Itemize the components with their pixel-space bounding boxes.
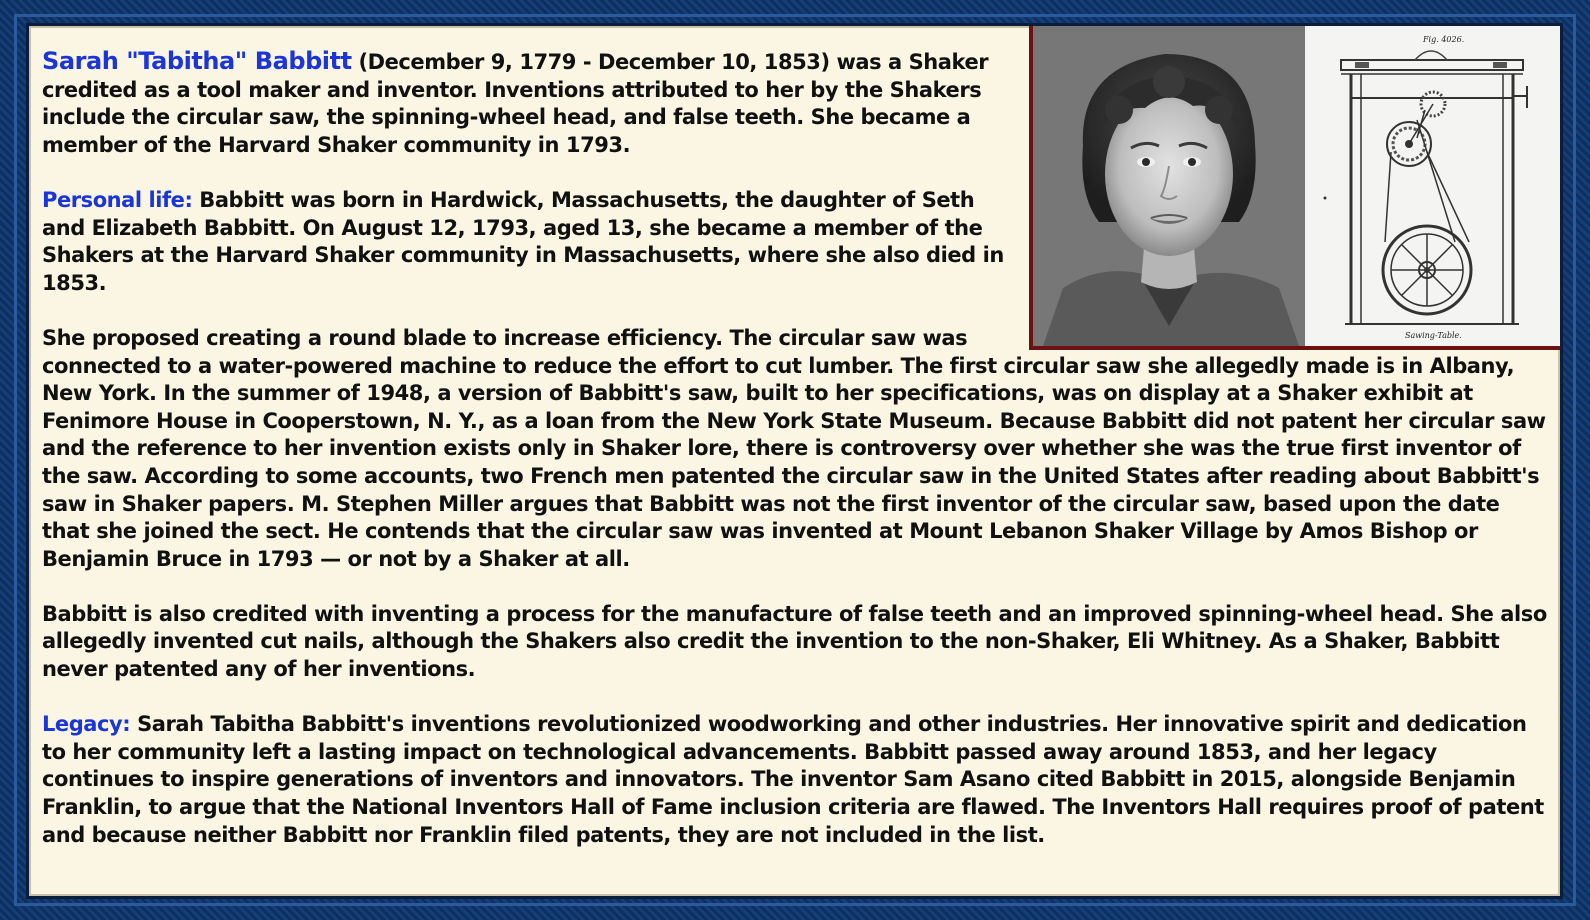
article-body [42,48,1547,877]
figure-spacer [1007,48,1547,350]
other-inventions-paragraph: Babbitt is also credited with inventing a process for the manufacture of false teeth and an improved spinning-wheel head. She also allegedly invented cut nails, although the Shakers also credit the invention to the non-Shaker, Eli Whitney. As a Shaker, Babbitt never patented any of her inventions. [42,601,1547,682]
legacy-paragraph [42,711,1547,849]
personal-life-text: Babbitt was born in Hardwick, Massachusetts, the daughter of Seth and Elizabeth Babbitt. On August 12, 1793, aged 13, she became a member of the Shakers at the Harvard Shaker community in Massachusetts, where she also died in 1853. [42,187,1004,295]
diagram-caption: Sawing-Table. [1405,331,1462,340]
personal-life-label: Personal life: [42,187,193,212]
legacy-label: Legacy: [42,712,131,737]
circular-saw-paragraph: She proposed creating a round blade to increase efficiency. The circular saw was connected to a water-powered machine to reduce the effort to cut lumber. The first circular saw she allegedly made is in Albany, New York. In the summer of 1948, a version of Babbitt's saw, built to her specifications, was on display at a Shaker exhibit at Fenimore House in Cooperstown, N. Y., as a loan from the New York State Museum. Because Babbitt did not patent her circular saw and the reference to her invention exists only in Shaker lore, there is controversy over whether she was the true first inventor of the saw. According to some accounts, two French men patented the circular saw in the United States after reading about Babbitt's saw in Shaker papers. M. Stephen Miller argues that Babbitt was not the first inventor of the circular saw, based upon the date that she joined the sect. He contends that the circular saw was invented at Mount Lebanon Shaker Village by Amos Bishop or Benjamin Bruce in 1793 — or not by a Shaker at all. [42,325,1546,571]
legacy-text: Sarah Tabitha Babbitt's inventions revolutionized woodworking and other industries. Her innovative spirit and dedication to her community left a lasting impact on technological advancements. Babbitt passed away around 1853, and her legacy continues to inspire generations of inventors and innovators. The inventor Sam Asano cited Babbitt in 2015, alongside Benjamin Franklin, to argue that the National Inventors Hall of Fame inclusion criteria are flawed. The Inventors Hall requires proof of patent and because neither Babbitt nor Franklin filed patents, they are not included in the list. [42,712,1544,847]
person-name: Sarah "Tabitha" Babbitt [42,47,352,75]
intro-text: (December 9, 1779 - December 10, 1853) was a Shaker credited as a tool maker and inventor. Inventions attributed to her by the Shakers include the circular saw, the spinning-wheel head, and false teeth. She became a member of the Harvard Shaker community in 1793. [42,50,989,157]
content-card [29,26,1560,896]
diagram-fig-label: Fig. 4026. [1423,35,1465,44]
